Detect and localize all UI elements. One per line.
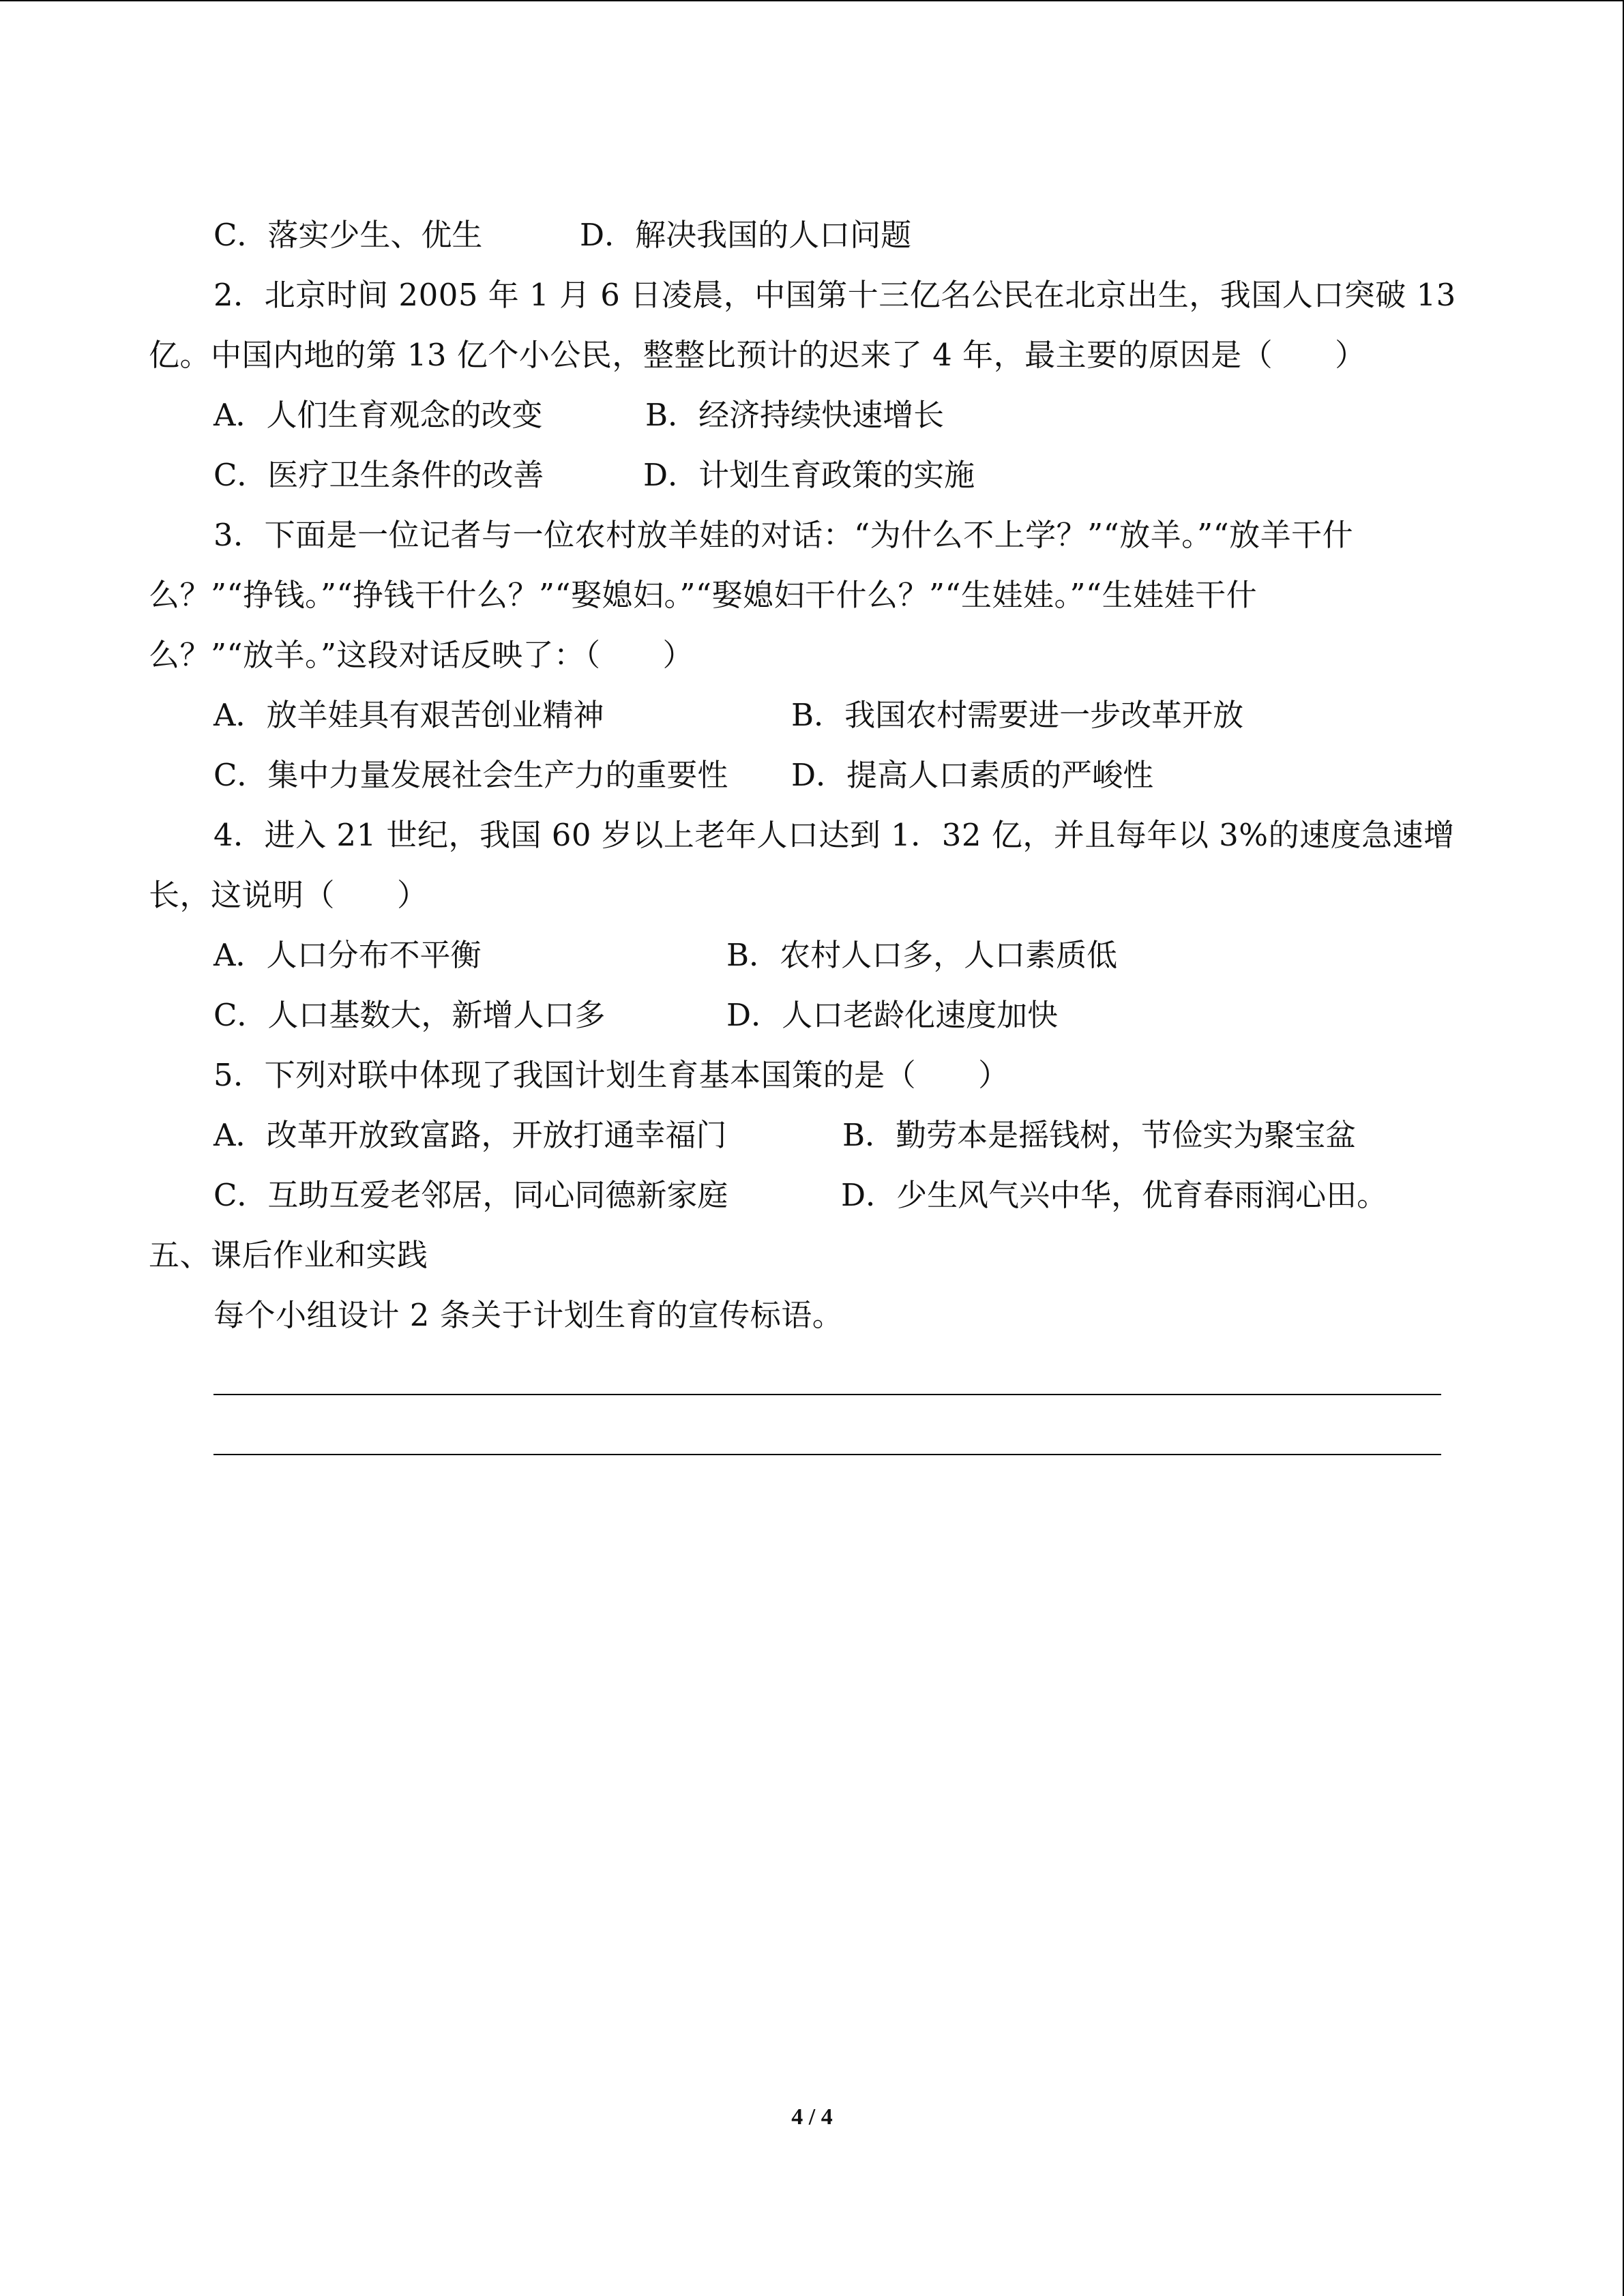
q3-text-line-1: 3．下面是一位记者与一位农村放羊娃的对话：“为什么不上学？”“放羊。”“放羊干什 (213, 517, 1354, 553)
q3-option-d: D．提高人口素质的严峻性 (791, 757, 1154, 793)
q3-text-line-2: 么？”“挣钱。”“挣钱干什么？”“娶媳妇。”“娶媳妇干什么？”“生娃娃。”“生娃娃干什 (149, 577, 1258, 613)
q2-text-line-1: 2．北京时间 2005 年 1 月 6 日凌晨，中国第十三亿名公民在北京出生，我国人口突破 13 (213, 277, 1456, 313)
q5-option-d: D．少生风气兴中华，优育春雨润心田。 (841, 1177, 1388, 1213)
q4-option-d: D．人口老龄化速度加快 (726, 997, 1059, 1033)
q3-option-b: B．我国农村需要进一步改革开放 (791, 697, 1244, 733)
q2-option-c: C．医疗卫生条件的改善 (213, 457, 544, 493)
page-number: 4 / 4 (791, 2104, 833, 2130)
q2-text-line-2: 亿。中国内地的第 13 亿个小公民，整整比预计的迟来了 4 年，最主要的原因是（ ） (149, 337, 1366, 373)
q2-option-d: D．计划生育政策的实施 (643, 457, 975, 493)
q4-text-line-1: 4．进入 21 世纪，我国 60 岁以上老年人口达到 1．32 亿，并且每年以 3%的速度急速增 (213, 817, 1455, 853)
task-text: 每个小组设计 2 条关于计划生育的宣传标语。 (213, 1297, 844, 1333)
q3-text-line-3: 么？”“放羊。”这段对话反映了：（ ） (149, 637, 694, 673)
q1-option-c: C．落实少生、优生 (213, 217, 483, 253)
q3-option-a: A．放羊娃具有艰苦创业精神 (213, 697, 604, 733)
q5-text-line-1: 5．下列对联中体现了我国计划生育基本国策的是（ ） (213, 1057, 1009, 1093)
q4-option-c: C．人口基数大，新增人口多 (213, 997, 606, 1033)
q5-option-b: B．勤劳本是摇钱树，节俭实为聚宝盆 (842, 1117, 1357, 1153)
q2-option-a: A．人们生育观念的改变 (213, 397, 543, 433)
q4-option-b: B．农村人口多，人口素质低 (726, 937, 1118, 973)
answer-line-2 (213, 1454, 1441, 1455)
answer-line-1 (213, 1394, 1441, 1395)
q4-text-line-2: 长，这说明（ ） (149, 877, 428, 913)
q2-option-b: B．经济持续快速增长 (645, 397, 945, 433)
section-heading: 五、课后作业和实践 (149, 1237, 428, 1273)
q5-option-c: C．互助互爱老邻居，同心同德新家庭 (213, 1177, 728, 1213)
q5-option-a: A．改革开放致富路，开放打通幸福门 (213, 1117, 727, 1153)
q3-option-c: C．集中力量发展社会生产力的重要性 (213, 757, 728, 793)
q4-option-a: A．人口分布不平衡 (213, 937, 482, 973)
q1-option-d: D．解决我国的人口问题 (580, 217, 912, 253)
